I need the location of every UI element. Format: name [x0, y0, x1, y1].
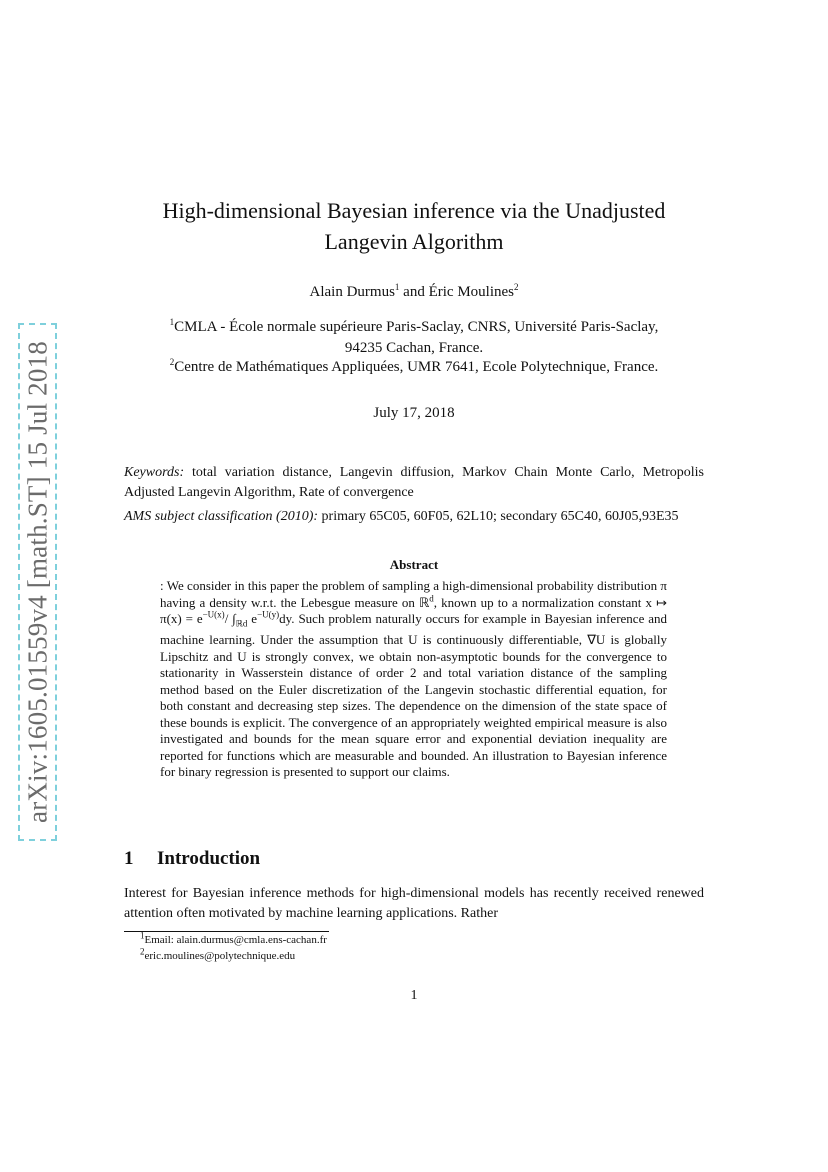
- section-heading: [124, 848, 260, 870]
- footnote-1: $^1$Email: alain.durmus@cmla.ens-cachan.fr: [140, 930, 327, 946]
- author-2-mark: 2: [514, 282, 519, 292]
- title-line-1: High-dimensional Bayesian inference via the Unadjusted: [162, 198, 666, 223]
- arxiv-stamp: [18, 323, 57, 841]
- title-line-2: Langevin Algorithm: [324, 229, 504, 254]
- paper-title: [0, 195, 828, 257]
- abstract-heading: Abstract: [389, 557, 439, 572]
- ams-label: AMS subject classification (2010):: [124, 509, 319, 524]
- footnote-2: $^2$eric.moulines@polytechnique.edu: [140, 946, 296, 962]
- author-1-mark: 1: [394, 282, 400, 292]
- keywords-label: Keywords:: [124, 465, 185, 480]
- arxiv-stamp-text: arXiv:1605.01559v4 [math.ST] 15 Jul 2018: [22, 341, 52, 823]
- page-number: 1: [410, 988, 418, 1003]
- abstract-body: : We consider in this paper the problem of sampling a high-dimensional probability distribution π having a density w.r.t. the Lebesgue measure on ℝ$^d$, known up to a normalization constant x ↦ $\pi(x) = e^{-U(x)}/$ $\int_{ℝd}$ $e^{-U(y)}dy$. Such problem naturally occurs for example in Bayesian inference and machine learning. Under the assumption that U is continuously differentiable, ∇U is globally Lipschitz and U is strongly convex, we obtain non-asymptotic bounds for the convergence to stationarity in Wasserstein distance of order 2 and total variation distance of the sampling method based on the Euler discretization of the Langevin stochastic differential equation, for both constant and decreasing step sizes. The dependence on the dimension of the state space of these bounds is explicit. The convergence of an appropriately weighted empirical measure is also investigated and bounds for the mean square error and exponential deviation inequality are reported for functions which are measurable and bounded. An illustration to Bayesian inference for binary regression is presented to support our claims.: [160, 578, 667, 780]
- authors: [0, 284, 828, 301]
- intro-paragraph: Interest for Bayesian inference methods for high-dimensional models has recently received renewed attention often motivated by machine learning applications. Rather: [124, 886, 704, 921]
- keywords: [124, 463, 704, 503]
- ams-text: primary 65C05, 60F05, 62L10; secondary 65C40, 60J05,93E35: [321, 509, 679, 524]
- aff2-text: Centre de Mathématiques Appliquées, UMR 7641, Ecole Polytechnique, France.: [174, 359, 659, 375]
- aff1-line-1: CMLA - École normale supérieure Paris-Saclay, CNRS, Université Paris-Saclay,: [174, 319, 659, 335]
- keywords-text: total variation distance, Langevin diffusion, Markov Chain Monte Carlo, Metropolis Adjusted Langevin Algorithm, Rate of convergence: [124, 465, 705, 500]
- section-title: Introduction: [157, 848, 261, 869]
- ams-classification: [124, 507, 704, 527]
- section-number: 1: [124, 848, 134, 869]
- aff1-line-2: 94235 Cachan, France.: [344, 340, 484, 356]
- author-2: Éric Moulines: [428, 284, 514, 300]
- affiliation-2: $^2$Centre de Mathématiques Appliquées, UMR 7641, Ecole Polytechnique, France.: [169, 357, 659, 375]
- paper-date: July 17, 2018: [373, 405, 455, 421]
- author-and: and: [403, 284, 425, 300]
- affiliation-1: $^1$CMLA - École normale supérieure Paris-Saclay, CNRS, Université Paris-Saclay, 94235 Cachan, France.: [0, 317, 828, 359]
- footnote-rule: [124, 931, 329, 932]
- author-1: Alain Durmus: [309, 284, 395, 300]
